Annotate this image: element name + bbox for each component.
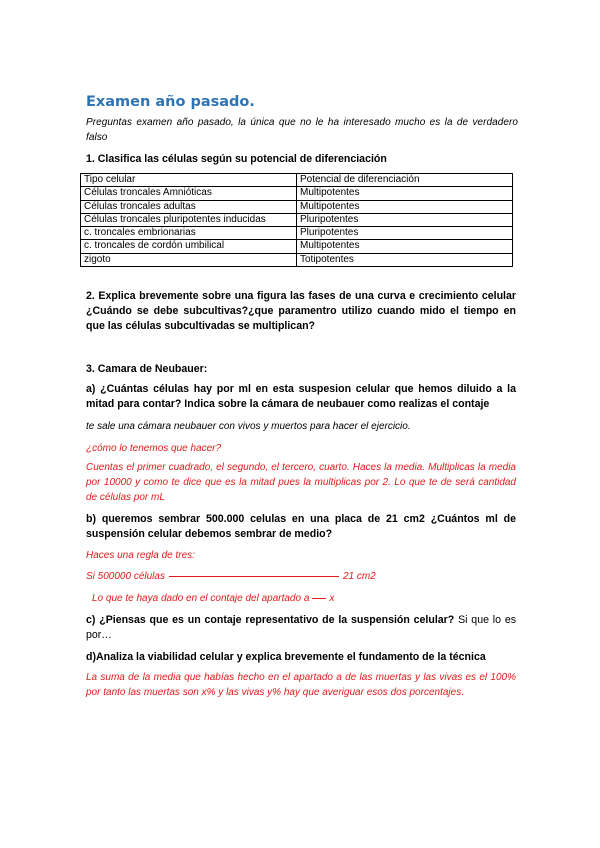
rule2-right: x: [329, 593, 335, 604]
table-row: [81, 253, 513, 266]
table-cell: Multipotentes: [297, 200, 513, 213]
table-cell: Totipotentes: [297, 253, 513, 266]
table-cell: Multipotentes: [297, 187, 513, 200]
table-row: [81, 227, 513, 240]
rule2-line: [312, 598, 326, 599]
question-3c: [86, 613, 516, 643]
table-cell: c. troncales de cordón umbilical: [81, 240, 297, 253]
rule-line: [169, 576, 339, 577]
table-cell: Células troncales adultas: [81, 200, 297, 213]
question-3-heading: 3. Camara de Neubauer:: [86, 363, 208, 375]
table-row: [81, 240, 513, 253]
table-cell: Pluripotentes: [297, 213, 513, 226]
question-3d: d)Analiza la viabilidad celular y explica brevemente el fundamento de la técnica: [86, 651, 486, 663]
question-3a-note: te sale una cámara neubauer con vivos y muertos para hacer el ejercicio.: [86, 421, 411, 432]
question-3a-ask: ¿cómo lo tenemos que hacer?: [86, 443, 222, 454]
rule-left: Si 500000 células: [86, 571, 165, 582]
table-header-cell: Tipo celular: [81, 174, 297, 187]
table-row: [81, 187, 513, 200]
intro-text: Preguntas examen año pasado, la única que no le ha interesado mucho es la de verdadero falso: [86, 117, 518, 143]
question-2-heading: 2. Explica brevemente sobre una figura las fases de una curva e crecimiento celular ¿Cuándo se debe subcultivas?¿que paramentro utilizo cuando mido el tiempo en que las células subcultivadas se multiplican?: [86, 290, 516, 332]
question-3c-answer: Si que lo es por…: [86, 614, 517, 641]
question-3a-answer: Cuentas el primer cuadrado, el segundo, el tercero, cuarto. Haces la media. Multiplicas la media por 10000 y como te dice que es la mitad pues la multiplicas por 2. Lo que te de será cantidad de células por mL: [86, 462, 516, 503]
rule-of-three-line-1: [86, 569, 376, 584]
table-cell: Células troncales pluripotentes inducidas: [81, 213, 297, 226]
question-1-heading: 1. Clasifica las células según su potencial de diferenciación: [86, 153, 387, 165]
rule-of-three-line-2: [92, 591, 334, 606]
table-cell: Multipotentes: [297, 240, 513, 253]
rule-right: 21 cm2: [342, 571, 376, 582]
question-3b: b) queremos sembrar 500.000 celulas en una placa de 21 cm2 ¿Cuántos ml de suspensión celular debemos sembrar de medio?: [86, 513, 516, 540]
question-3d-answer: La suma de la media que habías hecho en el apartado a de las muertas y las vivas es el 100% por tanto las muertas son x% y las vivas y% hay que averiguar esos dos porcentajes.: [86, 672, 516, 698]
table-cell: c. troncales embrionarias: [81, 227, 297, 240]
table-header-cell: Potencial de diferenciación: [297, 174, 513, 187]
table-cell: Células troncales Amnióticas: [81, 187, 297, 200]
table-cell: Pluripotentes: [297, 227, 513, 240]
page-title: Examen año pasado.: [86, 94, 255, 110]
rule2-left: Lo que te haya dado en el contaje del apartado a: [92, 593, 310, 604]
table-header-row: [81, 174, 513, 187]
question-3a: a) ¿Cuántas células hay por ml en esta suspesion celular que hemos diluido a la mitad para contar? Indica sobre la cámara de neubauer como realizas el contaje: [86, 383, 516, 410]
table-row: [81, 200, 513, 213]
rule-of-three-intro: Haces una regla de tres:: [86, 550, 195, 561]
question-3c-text: c) ¿Piensas que es un contaje representativo de la suspensión celular?: [86, 614, 455, 626]
table-row: [81, 213, 513, 226]
cell-classification-table: [80, 173, 513, 267]
table-cell: zigoto: [81, 253, 297, 266]
